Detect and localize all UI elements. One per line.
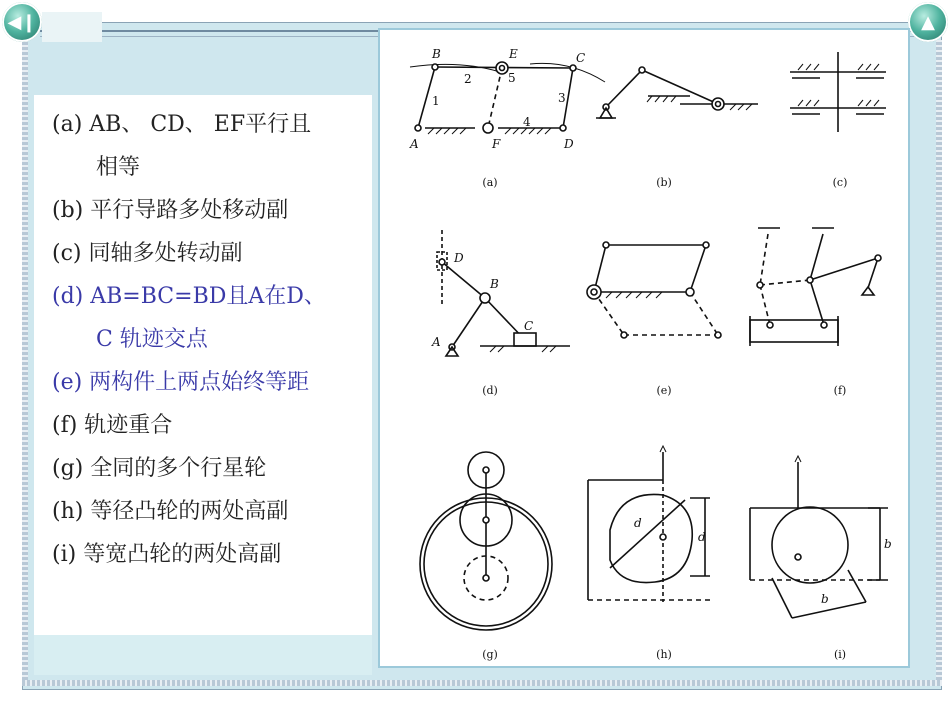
figure-e	[587, 242, 721, 338]
label-a-B: B	[432, 47, 441, 61]
line-g: (g) 全同的多个行星轮	[52, 456, 267, 481]
label-a-5: 5	[508, 71, 516, 85]
figure-c	[790, 52, 886, 132]
figure-d	[437, 230, 570, 356]
figure-b	[596, 67, 758, 118]
caption-a: (a)	[482, 176, 498, 189]
label-a-2: 2	[464, 72, 472, 86]
line-i: (i) 等宽凸轮的两处高副	[52, 542, 282, 567]
line-e: (e) 两构件上两点始终等距	[52, 370, 310, 395]
figure-i	[750, 456, 888, 618]
label-a-E: E	[509, 47, 518, 61]
label-a-4: 4	[523, 115, 531, 129]
label-a-C: C	[576, 51, 586, 65]
line-d-cont: C 轨迹交点	[96, 327, 208, 352]
figure-panel	[378, 28, 910, 668]
label-a-A: A	[410, 137, 419, 151]
label-a-3: 3	[558, 91, 566, 105]
caption-e: (e)	[656, 384, 672, 397]
header-tab	[42, 12, 102, 42]
caption-d: (d)	[482, 384, 498, 397]
line-a: (a) AB、 CD、 EF平行且	[52, 112, 312, 137]
label-h-d-inner: d	[634, 516, 642, 530]
line-b: (b) 平行导路多处移动副	[52, 198, 289, 223]
figure-f	[750, 228, 881, 346]
label-d-B: B	[490, 277, 499, 291]
caption-g: (g)	[482, 648, 498, 661]
label-a-D: D	[564, 137, 574, 151]
back-button[interactable]	[2, 2, 42, 42]
up-arrow-icon: ▲	[921, 11, 935, 33]
back-arrow-icon: ◀❙	[7, 11, 37, 33]
frame-left-border	[22, 40, 28, 685]
frame-bottom-border	[22, 680, 942, 686]
up-button[interactable]	[908, 2, 948, 42]
text-panel-footer	[34, 635, 372, 675]
label-d-A: A	[432, 335, 441, 349]
line-h: (h) 等径凸轮的两处高副	[52, 499, 289, 524]
line-d: (d) AB=BC=BD且A在D、	[52, 284, 326, 309]
line-c: (c) 同轴多处转动副	[52, 241, 243, 266]
caption-c: (c)	[832, 176, 848, 189]
caption-b: (b)	[656, 176, 672, 189]
figure-g	[420, 452, 552, 630]
label-i-b-diag: b	[821, 592, 829, 606]
label-a-1: 1	[432, 94, 440, 108]
line-f: (f) 轨迹重合	[52, 413, 173, 438]
line-a-cont: 相等	[96, 155, 141, 180]
figure-h	[588, 446, 710, 602]
label-d-C: C	[524, 319, 534, 333]
label-a-F: F	[492, 137, 501, 151]
caption-f: (f)	[833, 384, 847, 397]
label-i-b-vert: b	[884, 537, 892, 551]
frame-right-border	[936, 40, 942, 685]
label-d-D: D	[454, 251, 464, 265]
caption-h: (h)	[656, 648, 672, 661]
mechanism-figures	[380, 30, 908, 666]
caption-i: (i)	[833, 648, 847, 661]
label-h-d-outer: d	[698, 530, 706, 544]
